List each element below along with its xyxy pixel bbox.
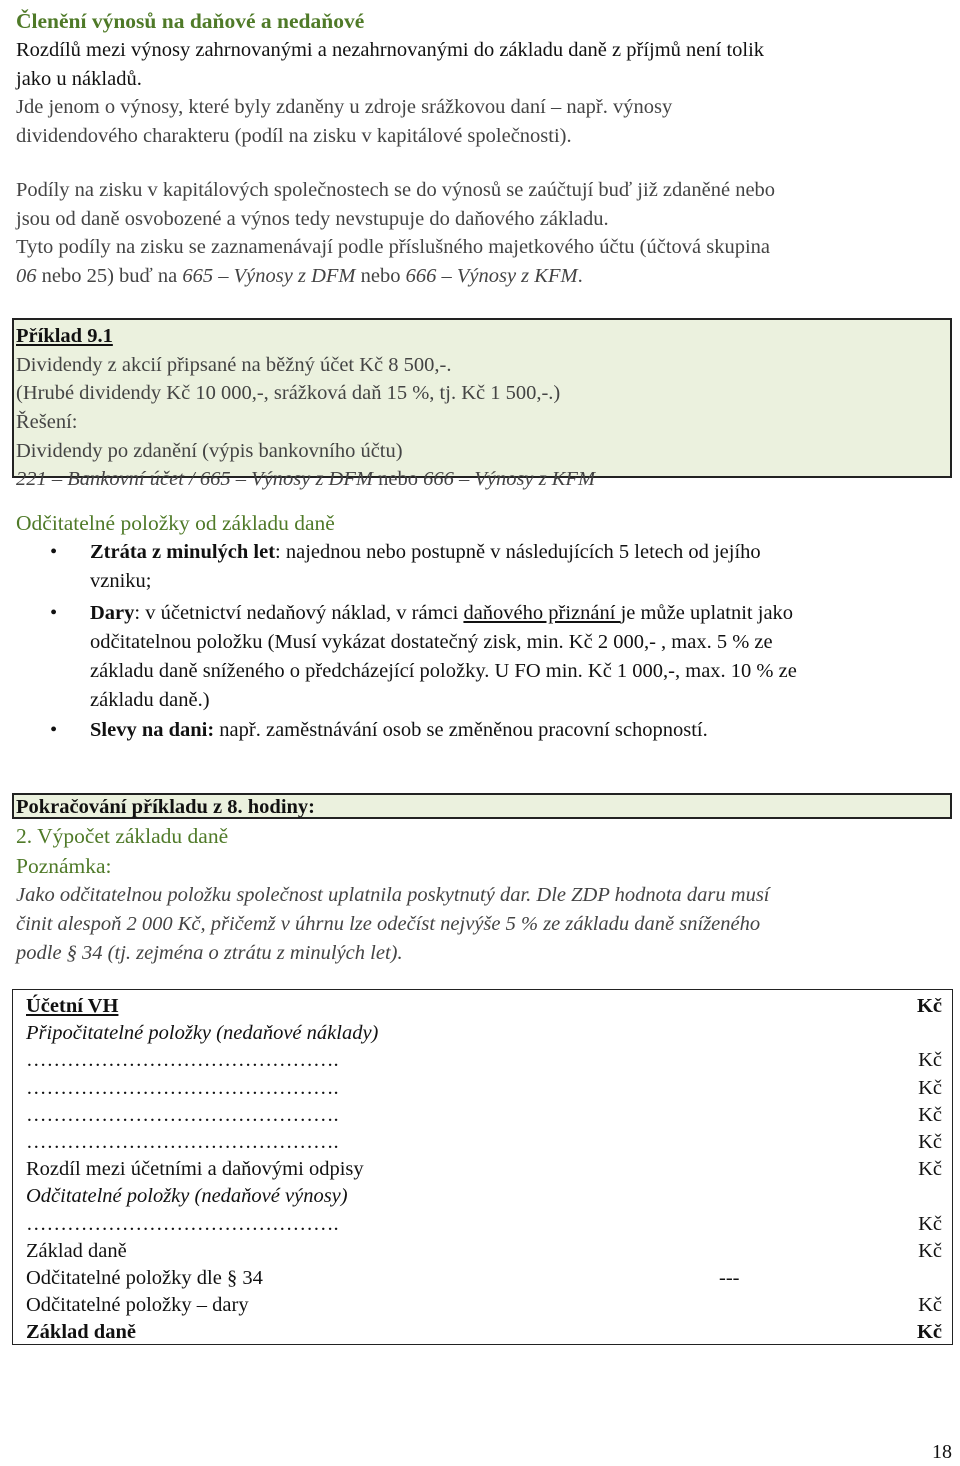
list-item [16,538,956,595]
row-label: ………………………………………. [26,1103,339,1126]
item-text: základu daně sníženého o předcházející položky. U FO min. Kč 1 000,-, max. 10 % ze [90,659,797,682]
item-text: je může uplatnit jako [620,602,794,625]
row-mid-value: --- [719,1267,740,1289]
item-text: vzniku; [90,569,152,592]
table-row [13,1155,954,1182]
table-row [13,1318,954,1345]
text-span: nebo 25) buď na [36,265,183,288]
table-row [13,1128,954,1155]
table-row [13,992,954,1019]
item-text: : najednou nebo postupně v následujících 5 letech od jejího [275,541,761,564]
row-currency: Kč [918,1294,942,1317]
example-box [12,318,952,491]
item-text: základu daně.) [90,688,210,711]
subsection-title: 2. Výpočet základu daně [16,824,229,848]
text-line: Dividendy po zdanění (výpis bankovního účtu) [16,439,403,462]
row-label: Účetní VH [26,995,119,1017]
row-currency: Kč [918,1076,942,1099]
section-revenue-split [16,6,956,151]
row-label: Základ daně [26,1321,136,1344]
text-line: Podíly na zisku v kapitálových společnostech se do výnosů se zaúčtují buď již zdaněné nebo [16,179,776,201]
note-line: činit alespoň 2 000 Kč, přičemž v úhrnu lze odečíst nejvýše 5 % ze základu daně sníženého [16,912,761,935]
text-line: jako u nákladů. [16,67,142,90]
text-span: nebo [372,468,424,491]
row-label: Rozdíl mezi účetními a daňovými odpisy [26,1158,364,1181]
table-row [13,1210,954,1237]
item-text: např. zaměstnávání osob se změněnou pracovní schopností. [214,719,708,742]
row-currency: Kč [916,1321,942,1344]
item-term: Dary [90,602,135,625]
item-text: odčitatelnou položku (Musí vykázat dostatečný zisk, min. Kč 2 000,- , max. 5 % ze [90,631,773,654]
row-label: Odčitatelné položky – dary [26,1294,249,1317]
row-label: Odčitatelné položky (nedaňové výnosy) [26,1185,348,1208]
row-currency: Kč [918,1131,942,1153]
item-text: : v účetnictví nedaňový náklad, v rámci [134,602,464,625]
text-line: jsou od daně osvobozené a výnos tedy nevstupuje do daňového základu. [16,207,609,230]
text-line: Řešení: [16,411,78,434]
table-row [13,1046,954,1073]
text-span: nebo [355,265,406,288]
booking-entry-alt: 666 – Výnosy z KFM [423,468,596,491]
row-label: ………………………………………. [26,1131,339,1153]
row-label: Odčitatelné položky dle § 34 [26,1267,263,1289]
section-deductions [16,508,956,745]
row-label: ………………………………………. [26,1049,339,1072]
row-currency: Kč [918,1049,942,1072]
row-currency: Kč [916,995,942,1017]
note-label: Poznámka: [16,854,112,879]
booking-entry: 221 – Bankovní účet / 665 – Výnosy z DFM [16,468,373,491]
row-currency: Kč [918,1158,942,1181]
table-row [13,1019,954,1046]
text-line: dividendového charakteru (podíl na zisku v kapitálové společnosti). [16,125,572,148]
list-item [16,716,956,745]
row-currency: Kč [918,1239,942,1262]
tax-base-table [12,989,953,1345]
list-item [16,599,956,714]
account-665: 665 – Výnosy z DFM [182,265,356,288]
row-label: Připočitatelné položky (nedaňové náklady) [26,1022,379,1045]
note-line: podle § 34 (tj. zejména o ztrátu z minulých let). [16,941,403,964]
account-666: 666 – Výnosy z KFM [405,265,578,288]
text-line: Jde jenom o výnosy, které byly zdaněny u zdroje srážkovou daní – např. výnosy [16,96,673,119]
account-06: 06 [16,265,37,288]
text-line: Rozdílů mezi výnosy zahrnovanými a nezahrnovanými do základu daně z příjmů není tolik [16,39,765,62]
continuation-bar [12,793,952,819]
example-title-text: Příklad 9.1 [16,325,113,347]
example-title [16,322,950,351]
page-number: 18 [932,1441,952,1463]
table-row [13,1074,954,1101]
section-title: Odčitatelné položky od základu daně [16,511,335,535]
row-label: Základ daně [26,1239,127,1262]
table-row [13,1182,954,1209]
text-line [16,465,950,494]
text-span: . [577,265,583,288]
continuation-bar-text: Pokračování příkladu z 8. hodiny: [16,796,316,818]
table-row [13,1237,954,1264]
text-line: (Hrubé dividendy Kč 10 000,-, srážková daň 15 %, tj. Kč 1 500,-.) [16,382,561,405]
row-currency: Kč [918,1212,942,1235]
paragraph-profit-shares [16,176,956,291]
text-line: Tyto podíly na zisku se zaznamenávají podle příslušného majetkového účtu (účtová skupina [16,236,771,259]
table-row [13,1291,954,1318]
row-label: ………………………………………. [26,1212,339,1235]
row-label: ………………………………………. [26,1076,339,1099]
item-term: Slevy na dani: [90,719,215,742]
row-currency: Kč [918,1103,942,1126]
table-row [13,1101,954,1128]
section-title: Členění výnosů na daňové a nedaňové [16,9,365,33]
item-term: Ztráta z minulých let [90,541,276,564]
text-line: Dividendy z akcií připsané na běžný účet Kč 8 500,-. [16,353,452,376]
text-line [16,262,956,291]
deductions-list [16,538,956,745]
item-text-underlined: daňového přiznání [463,602,621,625]
section-tax-base [16,821,956,967]
table-row [13,1264,954,1291]
note-line: Jako odčitatelnou položku společnost uplatnila poskytnutý dar. Dle ZDP hodnota daru musí [16,884,770,907]
